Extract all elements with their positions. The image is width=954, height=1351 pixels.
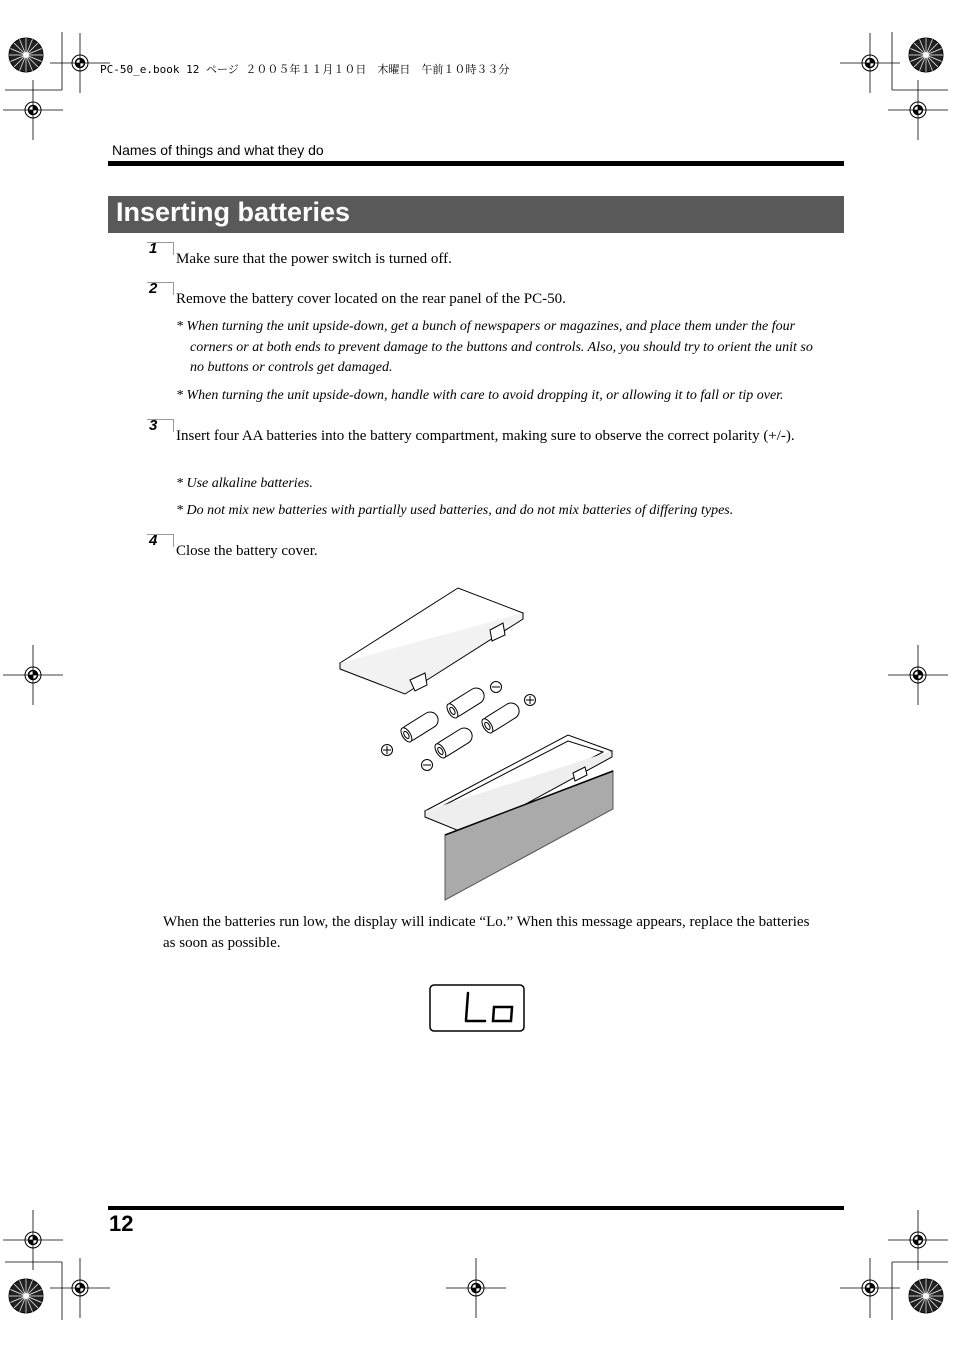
step-number: 3 — [149, 417, 158, 434]
battery-compartment — [425, 735, 613, 900]
polarity-symbols — [382, 682, 536, 771]
step-number: 1 — [149, 240, 158, 257]
footer-rule — [108, 1206, 844, 1210]
low-battery-text: When the batteries run low, the display will indicate “Lo.” When this message appears, replace the batteries as soon as possible. — [163, 914, 810, 951]
note: * When turning the unit upside-down, get a bunch of newspapers or magazines, and place them under the four corners or at both ends to prevent damage to the buttons and controls. Also, you should try to orient the unit so no buttons or controls get damaged. — [176, 319, 813, 375]
battery-cover — [340, 588, 523, 694]
print-header: PC-50_e.book 12 ページ ２００５年１１月１０日 木曜日 午前１０時３３分 — [100, 63, 510, 76]
step-text: Remove the battery cover located on the rear panel of the PC-50. — [176, 291, 566, 307]
step-text: Close the battery cover. — [176, 543, 318, 559]
page-title: Inserting batteries — [116, 197, 351, 227]
header-rule — [108, 161, 844, 166]
step-number: 2 — [149, 280, 158, 297]
step-text: Make sure that the power switch is turned off. — [176, 251, 452, 267]
batteries — [399, 685, 522, 760]
step-number: 4 — [149, 532, 158, 549]
note: * Use alkaline batteries. — [176, 476, 313, 491]
battery-illustration — [335, 585, 625, 905]
note: * When turning the unit upside-down, handle with care to avoid dropping it, or allowing it to fall or tip over. — [176, 388, 784, 403]
page-number: 12 — [109, 1211, 134, 1236]
lcd-display — [428, 983, 526, 1033]
running-head: Names of things and what they do — [112, 142, 324, 158]
step-text: Insert four AA batteries into the battery compartment, making sure to observe the correct polarity (+/-). — [176, 428, 795, 444]
note: * Do not mix new batteries with partially used batteries, and do not mix batteries of differing types. — [176, 503, 734, 518]
